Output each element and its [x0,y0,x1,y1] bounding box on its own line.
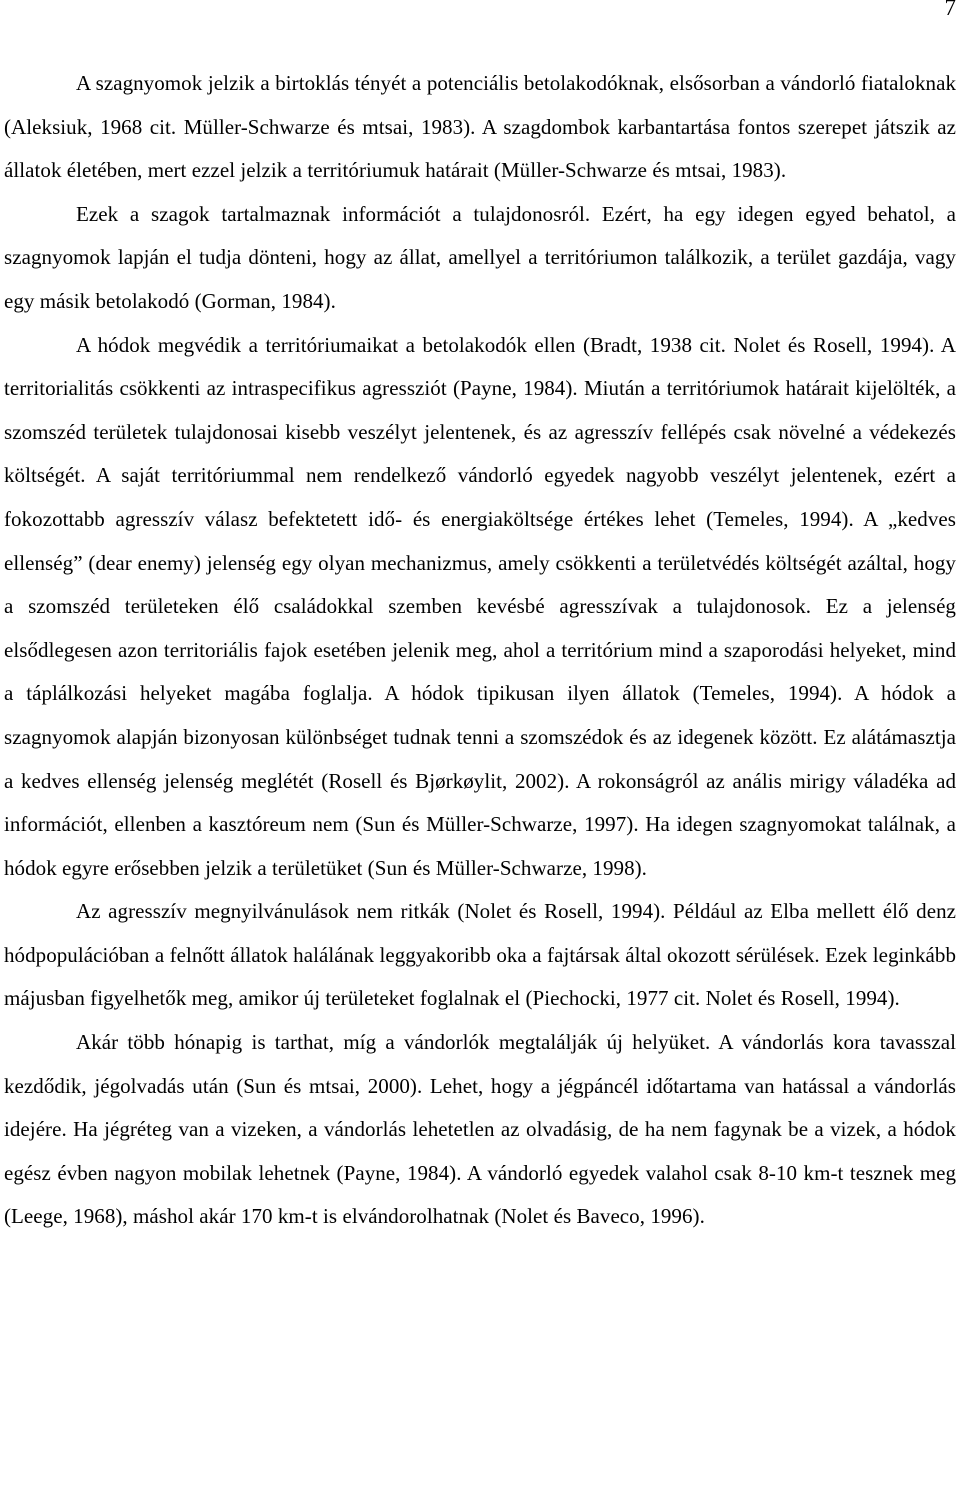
paragraph-2: Ezek a szagok tartalmaznak információt a tulajdonosról. Ezért, ha egy idegen egyed behatol, a szagnyomok lapján el tudja dönteni, hogy az állat, amellyel a territóriumon találkozik, a terület gazdája, vagy egy másik betolakodó (Gorman, 1984). [4,201,956,313]
page-number: 7 [944,0,956,20]
paragraph-1: A szagnyomok jelzik a birtoklás tényét a potenciális betolakodóknak, elsősorban a vándorló fiataloknak (Aleksiuk, 1968 cit. Müller-Schwarze és mtsai, 1983). A szagdombok karbantartása fontos szerepet játszik az állatok életében, mert ezzel jelzik a territóriumuk határait (Müller-Schwarze és mtsai, 1983). [4,71,956,183]
document-body [4,62,956,1239]
paragraph-4: Az agresszív megnyilvánulások nem ritkák (Nolet és Rosell, 1994). Például az Elba mellett élő denz hódpopulációban a felnőtt állatok halálának leggyakoribb oka a fajtársak által okozott sérülések. Ezek leginkább májusban figyelhetők meg, amikor új területeket foglalnak el (Piechocki, 1977 cit. Nolet és Rosell, 1994). [4,899,956,1011]
paragraph-5: Akár több hónapig is tarthat, míg a vándorlók megtalálják új helyüket. A vándorlás kora tavasszal kezdődik, jégolvadás után (Sun és mtsai, 2000). Lehet, hogy a jégpáncél időtartama van hatással a vándorlás idejére. Ha jégréteg van a vizeken, a vándorlás lehetetlen az olvadásig, de ha nem fagynak be a vizek, a hódok egész évben nagyon mobilak lehetnek (Payne, 1984). A vándorló egyedek valahol csak 8-10 km-t tesznek meg (Leege, 1968), máshol akár 170 km-t is elvándorolhatnak (Nolet és Baveco, 1996). [4,1030,956,1229]
paragraph-3: A hódok megvédik a territóriumaikat a betolakodók ellen (Bradt, 1938 cit. Nolet és Rosell, 1994). A territorialitás csökkenti az intraspecifikus agressziót (Payne, 1984). Miután a territóriumok határait kijelölték, a szomszéd területek tulajdonosai kisebb veszélyt jelentenek, és az agresszív fellépés csak növelné a védekezés költségét. A saját territóriummal nem rendelkező vándorló egyedek nagyobb veszélyt jelentenek, ezért a fokozottabb agresszív válasz befektetett idő- és energiaköltsége értékes lehet (Temeles, 1994). A „kedves ellenség” (dear enemy) jelenség egy olyan mechanizmus, amely csökkenti a területvédés költségét azáltal, hogy a szomszéd területeken élő családokkal szemben kevésbé agresszívak a tulajdonosok. Ez a jelenség elsődlegesen azon territoriális fajok esetében jelenik meg, ahol a territórium mind a szaporodási helyeket, mind a táplálkozási helyeket magába foglalja. A hódok tipikusan ilyen állatok (Temeles, 1994). A hódok a szagnyomok alapján bizonyosan különbséget tudnak tenni a szomszédok és az idegenek között. Ez alátámasztja a kedves ellenség jelenség meglétét (Rosell és Bjørkøylit, 2002). A rokonságról az anális mirigy váladéka ad információt, ellenben a kasztóreum nem (Sun és Müller-Schwarze, 1997). Ha idegen szagnyomokat találnak, a hódok egyre erősebben jelzik a területüket (Sun és Müller-Schwarze, 1998). [4,332,956,880]
